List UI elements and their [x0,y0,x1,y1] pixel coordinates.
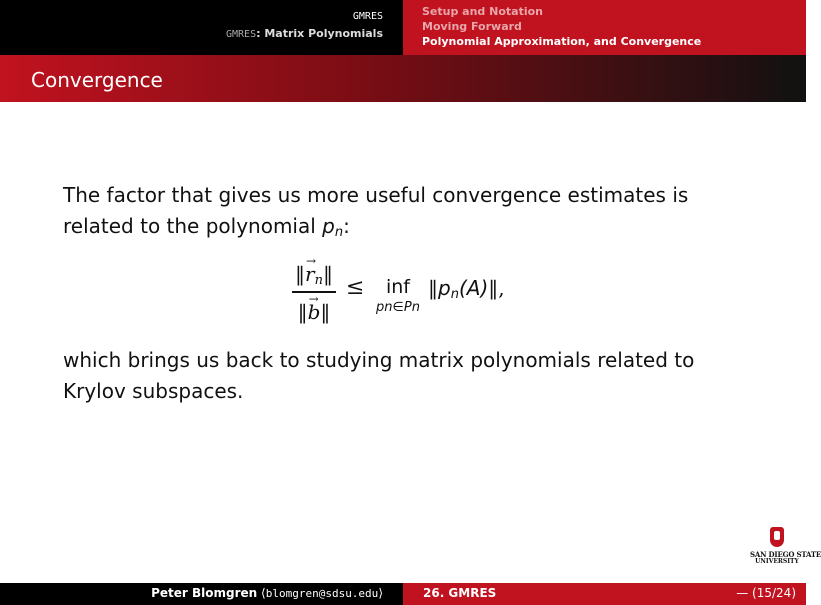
footer-left [0,583,403,605]
infimum-operator [368,276,428,315]
intro-sub: n [334,225,344,240]
sdsu-shield-icon [770,527,784,547]
university-logo [750,527,821,569]
intro-var: p [322,214,335,238]
section-subtitle-prefix: GMRES [225,29,257,40]
section-nav [422,4,701,49]
frame-title-bar [0,55,806,102]
poly-symbol: p [438,276,451,300]
paragraph-conclusion: which brings us back to studying matrix polynomials related to Krylov subspaces. [63,348,695,403]
nav-item-polynomial-approximation[interactable]: Polynomial Approximation, and Convergence [422,35,702,48]
inf-subscript: pn∈Pn [376,300,420,315]
intro-end: : [343,214,350,238]
nav-item-setup[interactable]: Setup and Notation [422,5,543,18]
section-subtitle-rest: : Matrix Polynomials [256,27,383,40]
talk-title[interactable]: 26. GMRES [423,586,497,600]
leq-symbol: ≤ [346,275,365,300]
inf-label: inf [385,276,410,298]
logo-line1: SAN DIEGO STATE [750,550,821,559]
footer-author-line[interactable] [151,586,383,600]
email-close: ⟩ [378,586,383,600]
fraction-denominator [288,296,340,328]
header-left [0,0,403,55]
inequality-formula [288,258,548,328]
intro-text: The factor that gives us more useful convergence estimates is related to the polynomial [63,183,689,238]
short-title[interactable]: GMRES [352,11,383,22]
vector-r-sub: n [314,273,323,288]
norm-open: ‖ [428,276,438,300]
poly-sub: n [450,287,459,302]
norm-close: ‖ [320,300,331,324]
norm-close: ‖, [488,276,505,300]
email-open: ⟨ [261,586,266,600]
author-email: blomgren@sdsu.edu [265,587,379,600]
page-number[interactable]: — (15/24) [736,586,796,600]
poly-arg: (A) [458,276,489,300]
norm-open: ‖ [295,262,306,286]
footer-right [403,583,806,605]
footer [0,583,806,605]
norm-open: ‖ [297,300,308,324]
logo-line2: UNIVERSITY [755,558,799,565]
section-subtitle[interactable] [226,27,383,42]
header [0,0,806,55]
norm-close: ‖ [322,262,333,286]
vector-b [308,296,321,328]
vector-r-symbol: r [305,262,315,286]
header-right [403,0,806,55]
frame-title: Convergence [31,68,163,92]
author-name: Peter Blomgren [151,586,258,600]
rhs-norm [428,276,505,302]
vector-b-symbol: b [307,300,321,324]
paragraph-intro [63,180,743,248]
nav-item-moving-forward[interactable]: Moving Forward [422,20,522,33]
